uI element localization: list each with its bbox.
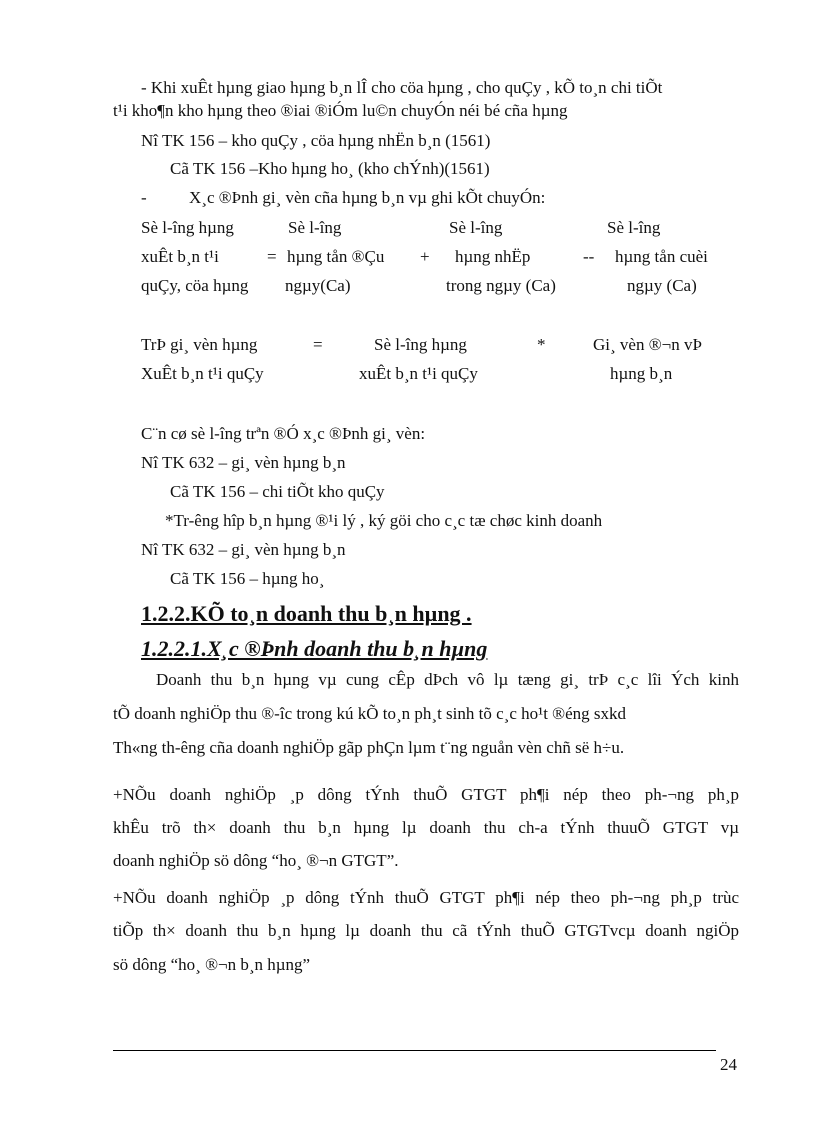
formula-cell: Sè l-îng xyxy=(607,218,661,237)
page-number: 24 xyxy=(720,1055,737,1074)
credit-entry-1: Cã TK 156 –Kho hµng ho¸ (kho chÝnh)(1561) xyxy=(170,159,490,178)
formula-cell: hµng b¸n xyxy=(610,364,673,383)
formula-cell: xuÊt b¸n t¹i quÇy xyxy=(359,364,478,383)
credit-entry-3: Cã TK 156 – hµng ho¸ xyxy=(170,569,325,588)
equals-sign: = xyxy=(267,247,277,266)
agency-case-line: *Tr-êng hîp b¸n hµng ®¹i lý , ký göi cho c¸c tæ chøc kinh doanh xyxy=(165,511,603,530)
paragraph-line: Doanh thu b¸n hµng vµ cung cÊp dÞch vô lµ tæng gi¸ trÞ c¸c lîi Ých kinh xyxy=(156,670,739,689)
intro-line-1: - Khi xuÊt hµng giao hµng b¸n lÎ cho cöa hµng , cho quÇy , kÕ to¸n chi tiÕt xyxy=(141,78,663,97)
formula-cell: xuÊt b¸n t¹i xyxy=(141,247,219,266)
debit-entry-1: Nî TK 156 – kho quÇy , cöa hµng nhËn b¸n (1561) xyxy=(141,131,491,150)
formula-cell: ngµy(Ca) xyxy=(285,276,351,295)
formula-cell: TrÞ gi¸ vèn hµng xyxy=(141,335,258,354)
plus-sign: + xyxy=(420,247,430,266)
credit-entry-2: Cã TK 156 – chi tiÕt kho quÇy xyxy=(170,482,385,501)
basis-line: C¨n cø sè l-îng trªn ®Ó x¸c ®Þnh gi¸ vèn: xyxy=(141,424,426,443)
bullet-dash: - xyxy=(141,188,147,207)
paragraph-line: Th«ng th-êng cña doanh nghiÖp gãp phÇn lµm t¨ng nguån vèn chñ së h÷u. xyxy=(113,738,625,757)
formula-cell: Sè l-îng hµng xyxy=(141,218,234,237)
bullet-text: X¸c ®Þnh gi¸ vèn cña hµng b¸n vµ ghi kÕt chuyÓn: xyxy=(189,188,546,207)
minus-sign: -- xyxy=(583,247,595,266)
equals-sign: = xyxy=(313,335,323,354)
formula-cell: trong ngµy (Ca) xyxy=(446,276,556,295)
intro-line-2: t¹i kho¶n kho hµng theo ®iai ®iÓm lu©n chuyÓn néi bé cña hµng xyxy=(113,101,568,120)
formula-cell: quÇy, cöa hµng xyxy=(141,276,249,295)
formula-cell: Sè l-îng xyxy=(449,218,503,237)
formula-cell: Gi¸ vèn ®¬n vÞ xyxy=(593,335,702,354)
footer-rule xyxy=(113,1050,716,1051)
paragraph-line: +NÕu doanh nghiÖp ¸p dông tÝnh thuÕ GTGT ph¶i nép theo ph-¬ng ph¸p xyxy=(113,785,739,804)
formula-cell: ngµy (Ca) xyxy=(627,276,697,295)
formula-cell: hµng tån ®Çu xyxy=(287,247,385,266)
formula-cell: hµng nhËp xyxy=(455,247,531,266)
formula-cell: hµng tån cuèi xyxy=(615,247,708,266)
paragraph-line: sö dông “ho¸ ®¬n b¸n hµng” xyxy=(113,955,311,974)
formula-cell: Sè l-îng hµng xyxy=(374,335,467,354)
debit-entry-3: Nî TK 632 – gi¸ vèn hµng b¸n xyxy=(141,540,346,559)
paragraph-line: doanh nghiÖp sö dông “ho¸ ®¬n GTGT”. xyxy=(113,851,399,870)
section-heading: 1.2.2.KÕ to¸n doanh thu b¸n hµng . xyxy=(141,601,472,626)
multiply-sign: * xyxy=(537,335,546,354)
paragraph-line: tÕ doanh nghiÖp thu ®-îc trong kú kÕ to¸n ph¸t sinh tõ c¸c ho¹t ®éng sxkd xyxy=(113,704,627,723)
paragraph-line: +NÕu doanh nghiÖp ¸p dông tÝnh thuÕ GTGT ph¶i nép theo ph-¬ng ph¸p trùc xyxy=(113,888,739,907)
paragraph-line: tiÕp th× doanh thu b¸n hµng lµ doanh thu cã tÝnh thuÕ GTGTvcµ doanh ngiÖp xyxy=(113,921,739,940)
formula-cell: XuÊt b¸n t¹i quÇy xyxy=(141,364,264,383)
formula-cell: Sè l-îng xyxy=(288,218,342,237)
subsection-heading: 1.2.2.1.X¸c ®Þnh doanh thu b¸n hµng xyxy=(141,636,488,661)
paragraph-line: khÊu trõ th× doanh thu b¸n hµng lµ doanh thu ch-a tÝnh thuuÕ GTGT vµ xyxy=(113,818,739,837)
debit-entry-2: Nî TK 632 – gi¸ vèn hµng b¸n xyxy=(141,453,346,472)
